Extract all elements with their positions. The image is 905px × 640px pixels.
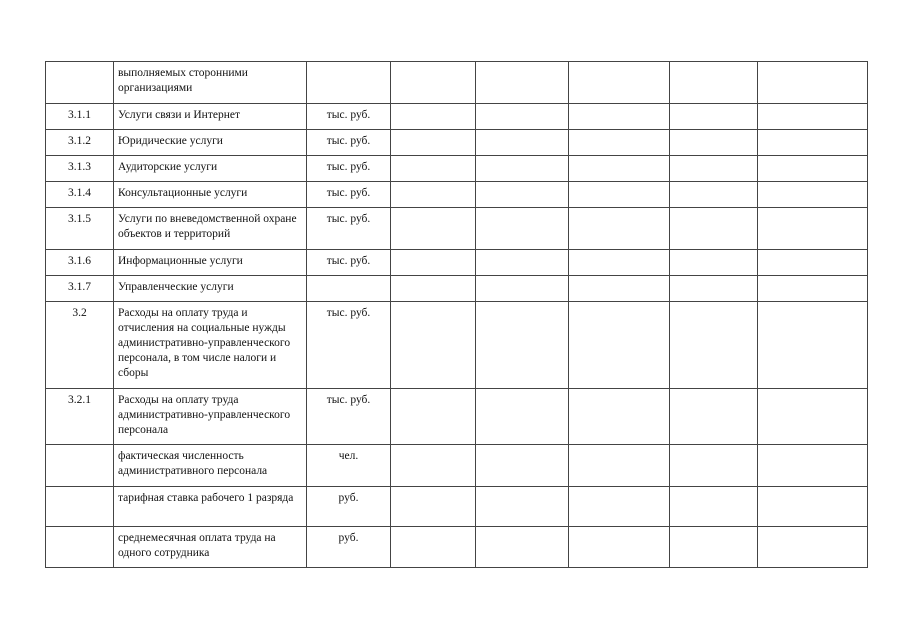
row-name: Юридические услуги — [114, 130, 307, 156]
value-cell — [670, 487, 758, 527]
value-cell — [670, 527, 758, 568]
value-cell — [569, 250, 670, 276]
row-unit: руб. — [307, 487, 391, 527]
row-number: 3.1.7 — [46, 276, 114, 302]
value-cell — [670, 389, 758, 445]
row-number: 3.1.4 — [46, 182, 114, 208]
row-number: 3.1.3 — [46, 156, 114, 182]
row-name: Управленческие услуги — [114, 276, 307, 302]
value-cell — [476, 208, 569, 250]
table-row — [46, 104, 868, 130]
value-cell — [391, 156, 476, 182]
value-cell — [569, 62, 670, 104]
value-cell — [670, 182, 758, 208]
value-cell — [569, 276, 670, 302]
value-cell — [476, 302, 569, 389]
value-cell — [670, 62, 758, 104]
value-cell — [391, 527, 476, 568]
row-unit: руб. — [307, 527, 391, 568]
table-row — [46, 130, 868, 156]
value-cell — [758, 487, 868, 527]
value-cell — [391, 487, 476, 527]
value-cell — [670, 445, 758, 487]
value-cell — [391, 250, 476, 276]
row-name: Услуги по вневедомственной охране объектов и территорий — [114, 208, 307, 250]
row-unit: чел. — [307, 445, 391, 487]
table-row — [46, 527, 868, 568]
value-cell — [758, 130, 868, 156]
table-body — [46, 62, 868, 568]
value-cell — [670, 156, 758, 182]
row-name: среднемесячная оплата труда на одного сотрудника — [114, 527, 307, 568]
table-row — [46, 208, 868, 250]
row-number: 3.1.5 — [46, 208, 114, 250]
expense-table — [45, 61, 868, 568]
table-row — [46, 445, 868, 487]
value-cell — [391, 130, 476, 156]
row-name: Аудиторские услуги — [114, 156, 307, 182]
row-name: Консультационные услуги — [114, 182, 307, 208]
value-cell — [758, 276, 868, 302]
value-cell — [569, 182, 670, 208]
value-cell — [670, 302, 758, 389]
value-cell — [476, 62, 569, 104]
value-cell — [758, 62, 868, 104]
value-cell — [758, 389, 868, 445]
value-cell — [670, 250, 758, 276]
value-cell — [569, 156, 670, 182]
row-name: Услуги связи и Интернет — [114, 104, 307, 130]
table-row — [46, 62, 868, 104]
row-number: 3.2.1 — [46, 389, 114, 445]
row-unit — [307, 276, 391, 302]
row-unit — [307, 62, 391, 104]
value-cell — [569, 104, 670, 130]
row-name: выполняемых сторонними организациями — [114, 62, 307, 104]
row-name: тарифная ставка рабочего 1 разряда — [114, 487, 307, 527]
value-cell — [476, 130, 569, 156]
value-cell — [758, 156, 868, 182]
row-unit: тыс. руб. — [307, 302, 391, 389]
value-cell — [476, 250, 569, 276]
row-name: Расходы на оплату труда и отчисления на социальные нужды административно-управленческого персонала, в том числе налоги и сборы — [114, 302, 307, 389]
row-unit: тыс. руб. — [307, 389, 391, 445]
value-cell — [476, 156, 569, 182]
value-cell — [476, 487, 569, 527]
row-number — [46, 62, 114, 104]
value-cell — [569, 208, 670, 250]
value-cell — [569, 302, 670, 389]
value-cell — [476, 389, 569, 445]
table-row — [46, 389, 868, 445]
table-row — [46, 250, 868, 276]
value-cell — [758, 250, 868, 276]
value-cell — [391, 62, 476, 104]
row-number: 3.1.6 — [46, 250, 114, 276]
row-name: Расходы на оплату труда административно-управленческого персонала — [114, 389, 307, 445]
value-cell — [569, 130, 670, 156]
row-name: Информационные услуги — [114, 250, 307, 276]
row-unit: тыс. руб. — [307, 156, 391, 182]
value-cell — [758, 208, 868, 250]
value-cell — [569, 527, 670, 568]
value-cell — [476, 527, 569, 568]
row-unit: тыс. руб. — [307, 208, 391, 250]
value-cell — [391, 276, 476, 302]
value-cell — [758, 302, 868, 389]
value-cell — [670, 104, 758, 130]
value-cell — [758, 445, 868, 487]
row-number: 3.1.1 — [46, 104, 114, 130]
value-cell — [569, 389, 670, 445]
row-number: 3.1.2 — [46, 130, 114, 156]
value-cell — [758, 104, 868, 130]
row-unit: тыс. руб. — [307, 182, 391, 208]
value-cell — [476, 445, 569, 487]
row-unit: тыс. руб. — [307, 130, 391, 156]
value-cell — [391, 182, 476, 208]
table-row — [46, 302, 868, 389]
row-name: фактическая численность административного персонала — [114, 445, 307, 487]
value-cell — [670, 130, 758, 156]
value-cell — [758, 527, 868, 568]
value-cell — [476, 104, 569, 130]
table-row — [46, 276, 868, 302]
row-number — [46, 487, 114, 527]
table-row — [46, 182, 868, 208]
value-cell — [391, 104, 476, 130]
row-unit: тыс. руб. — [307, 250, 391, 276]
table-row — [46, 487, 868, 527]
row-number — [46, 527, 114, 568]
value-cell — [391, 302, 476, 389]
value-cell — [758, 182, 868, 208]
row-unit: тыс. руб. — [307, 104, 391, 130]
value-cell — [569, 487, 670, 527]
row-number: 3.2 — [46, 302, 114, 389]
value-cell — [391, 389, 476, 445]
value-cell — [670, 208, 758, 250]
value-cell — [670, 276, 758, 302]
value-cell — [476, 182, 569, 208]
value-cell — [391, 208, 476, 250]
value-cell — [391, 445, 476, 487]
value-cell — [476, 276, 569, 302]
value-cell — [569, 445, 670, 487]
table-row — [46, 156, 868, 182]
row-number — [46, 445, 114, 487]
